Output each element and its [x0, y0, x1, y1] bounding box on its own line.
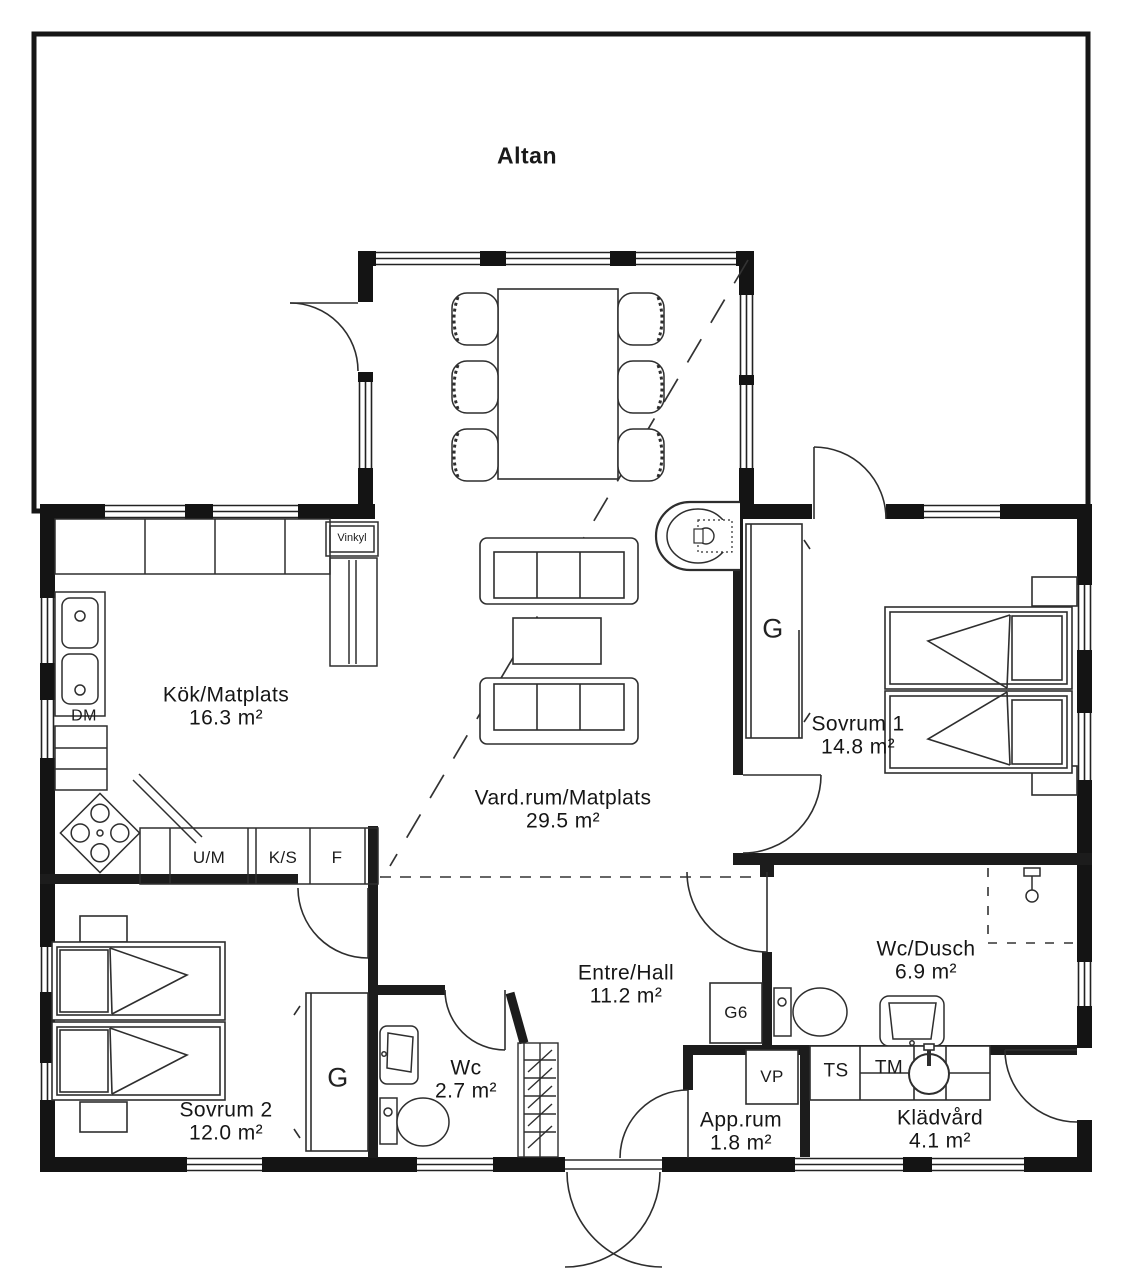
room-label-bedroom2: Sovrum 2 12.0 m²: [179, 1098, 273, 1144]
room-label-laundry: Klädvård 4.1 m²: [896, 1106, 984, 1152]
dishwasher-label: DM: [71, 707, 97, 725]
room-label-shower-room: Wc/Dusch 6.9 m²: [876, 937, 976, 983]
room-label-wc: Wc 2.7 m²: [435, 1056, 497, 1102]
closet-chamfer-wall: [510, 993, 524, 1043]
fireplace: [656, 502, 740, 570]
sofa-group: [480, 538, 638, 744]
oven-micro-label: U/M: [192, 847, 226, 867]
cabinet-g6-label: G6: [724, 1002, 748, 1022]
room-label-bedroom1: Sovrum 1 14.8 m²: [811, 712, 905, 758]
wardrobe-label-bedroom2: G: [327, 1062, 349, 1093]
terrace-label: Altan: [497, 142, 557, 169]
room-label-livingroom: Vard.rum/Matplats 29.5 m²: [474, 786, 652, 832]
freezer-label: F: [331, 847, 343, 867]
stove: [60, 793, 139, 872]
bedroom1-beds: [885, 577, 1077, 795]
drying-cabinet-label: TS: [823, 1060, 849, 1082]
linen-closet: [518, 1043, 558, 1157]
washing-machine-label: TM: [874, 1057, 904, 1079]
wine-fridge-label: Vinkyl: [337, 532, 367, 545]
heat-pump-label: VP: [760, 1066, 784, 1086]
room-label-utility: App.rum 1.8 m²: [699, 1108, 783, 1154]
room-label-kitchen: Kök/Matplats 16.3 m²: [162, 683, 290, 729]
wardrobe-label-bedroom1: G: [762, 613, 784, 644]
fridge-freezer-label: K/S: [268, 847, 298, 867]
room-label-hall: Entre/Hall 11.2 m²: [577, 961, 675, 1007]
dining-table-set: [452, 289, 664, 481]
